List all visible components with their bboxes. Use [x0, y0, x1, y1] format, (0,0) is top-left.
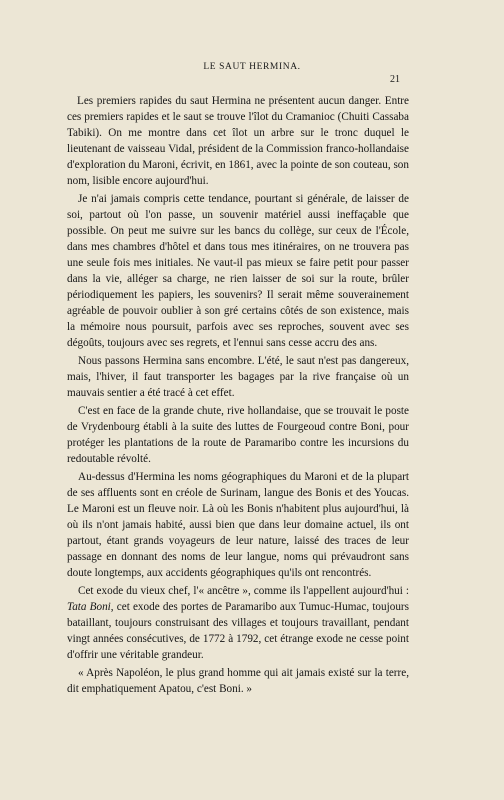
paragraph: [67, 583, 409, 663]
italic-name: Tata Boni: [67, 601, 111, 613]
paragraph-text: , cet exode des portes de Paramaribo aux Tumuc-Humac, toujours bataillant, toujours construisant des villages et toujours travaillant, pendant vingt années consécutives, de 1772 à 1792, cet étrange exode ne cesse point d'offrir une véritable grandeur.: [67, 601, 409, 661]
paragraph: Nous passons Hermina sans encombre. L'été, le saut n'est pas dangereux, mais, l'hiver, il faut transporter les bagages par la rive française où un mauvais sentier a été tracé à cet effet.: [67, 355, 409, 399]
paragraph: C'est en face de la grande chute, rive hollandaise, que se trouvait le poste de Vrydenbourg établi à la suite des luttes de Fourgeoud contre Boni, pour protéger les plantations de la route de Paramaribo contre les incursions du redoutable révolté.: [67, 405, 409, 465]
paragraph: Au-dessus d'Hermina les noms géographiques du Maroni et de la plupart de ses affluents sont en créole de Surinam, langue des Bonis et des Youcas. Le Maroni est un fleuve noir. Là où les Bonis n'habitent plus aujourd'hui, là où ils n'ont jamais habité, aussi bien que dans leur domaine actuel, ils ont partout, étant grands voyageurs de leur nature, laissé des traces de leur passage en donnant des noms de leur langue, noms qui prévaudront sans doute longtemps, aux accidents géographiques qu'ils ont rencontrés.: [67, 471, 409, 579]
running-title: LE SAUT HERMINA.: [203, 62, 301, 72]
body-text: [67, 93, 409, 699]
running-header: [0, 62, 504, 85]
page-number: 21: [390, 74, 400, 85]
paragraph-text: Cet exode du vieux chef, l'« ancêtre », comme ils l'appellent aujourd'hui :: [78, 585, 409, 597]
paragraph: Les premiers rapides du saut Hermina ne présentent aucun danger. Entre ces premiers rapides et le saut se trouve l'îlot du Cramanioc (Chuiti Cassaba Tabiki). On me montre dans cet îlot un arbre sur le tronc duquel le lieutenant de vaisseau Vidal, président de la Commission franco-hollandaise d'exploration du Maroni, écrivit, en 1861, avec la pointe de son couteau, son nom, lisible encore aujourd'hui.: [67, 95, 409, 187]
paragraph: « Après Napoléon, le plus grand homme qui ait jamais existé sur la terre, dit emphatiquement Apatou, c'est Boni. »: [67, 667, 409, 695]
paragraph: Je n'ai jamais compris cette tendance, pourtant si générale, de laisser de soi, partout où l'on passe, un souvenir matériel aussi ineffaçable que possible. On peut me suivre sur les bancs du collège, sur ceux de l'École, dans mes chambres d'hôtel et dans tous mes itinéraires, on ne trouvera pas une seule fois mes initiales. Ne vaut-il pas mieux se faire petit pour passer dans la vie, alléger sa charge, ne rien laisser de soi sur la route, brûler périodiquement les papiers, les souvenirs? Il serait même souverainement agréable de pouvoir oublier à son gré certains côtés de son existence, mais la mémoire nous poursuit, parfois avec ses reproches, souvent avec ses dégoûts, toujours avec ses regrets, et l'ennui sans cesse accru des ans.: [67, 193, 409, 349]
